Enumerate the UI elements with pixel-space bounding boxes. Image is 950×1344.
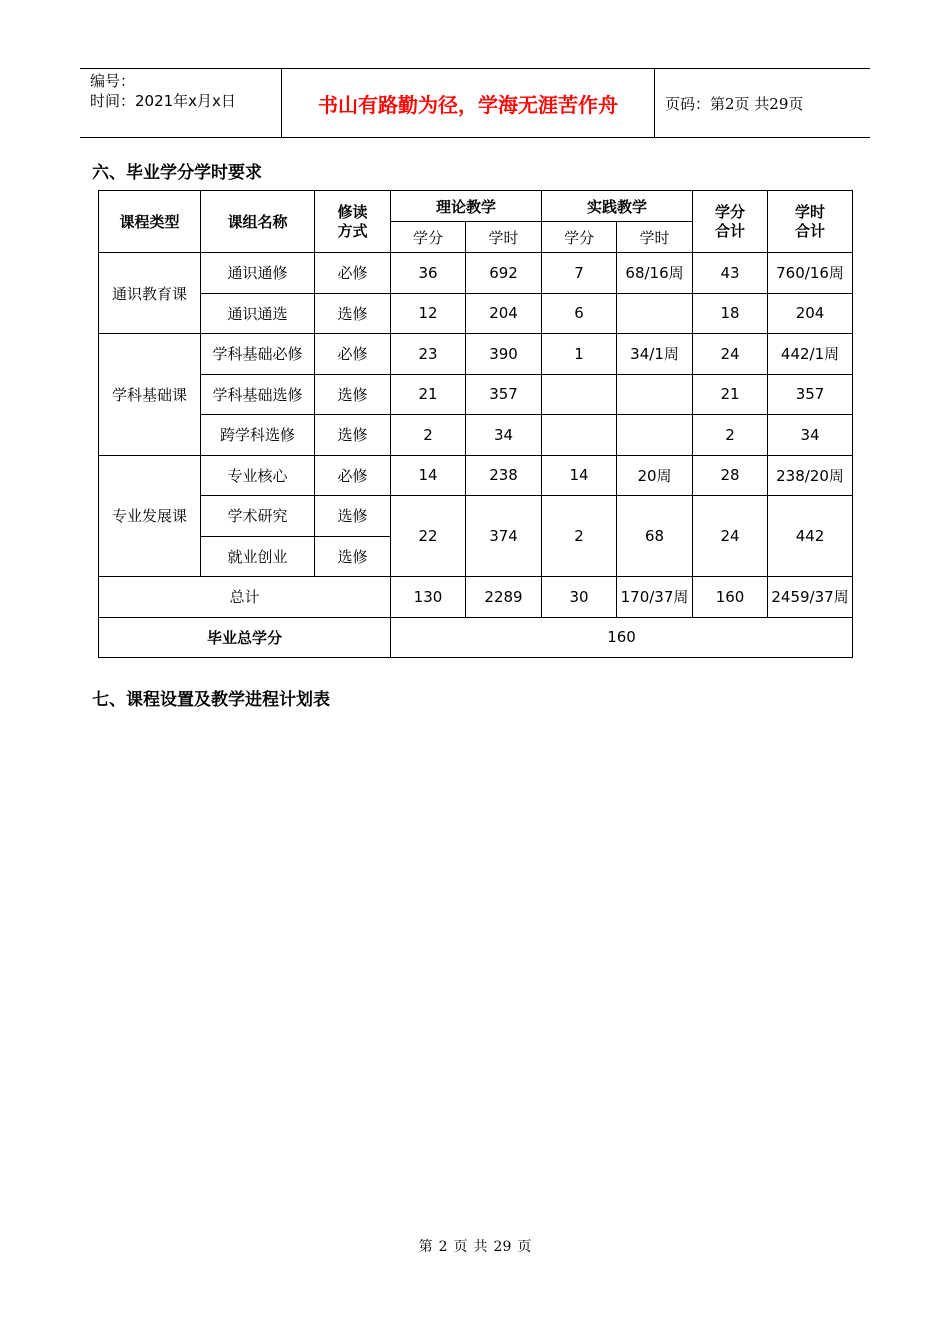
practice-hour-cell: 20周 xyxy=(617,455,693,496)
theory-credit-cell: 14 xyxy=(391,455,466,496)
table-row xyxy=(99,334,853,375)
practice-credit-cell: 14 xyxy=(542,455,617,496)
practice-credit-cell: 6 xyxy=(542,293,617,334)
footer-page-number: 2 xyxy=(438,1239,448,1255)
theory-credit-cell: 36 xyxy=(391,253,466,294)
hour-sum-cell: 357 xyxy=(768,374,853,415)
hour-sum-cell: 442/1周 xyxy=(768,334,853,375)
table-row xyxy=(99,415,853,456)
practice-credit-cell: 2 xyxy=(542,496,617,577)
study-mode-cell: 必修 xyxy=(315,334,391,375)
table-header-row xyxy=(99,191,853,222)
footer-total-number: 29 xyxy=(493,1239,512,1255)
table-graduation-row xyxy=(99,617,853,658)
practice-credit-cell: 7 xyxy=(542,253,617,294)
footer-page-word: 页 xyxy=(517,1239,532,1255)
credit-sum-cell: 18 xyxy=(693,293,768,334)
hour-sum-cell: 238/20周 xyxy=(768,455,853,496)
study-mode-cell: 必修 xyxy=(315,455,391,496)
section-6-title: 六、毕业学分学时要求 xyxy=(92,163,262,183)
group-name-cell: 学科基础必修 xyxy=(201,334,315,375)
theory-hour-cell: 238 xyxy=(466,455,542,496)
practice-hour-cell: 34/1周 xyxy=(617,334,693,375)
footer-page-word: 第 xyxy=(418,1239,433,1255)
credit-sum-cell: 43 xyxy=(693,253,768,294)
course-type-cell: 学科基础课 xyxy=(99,334,201,456)
group-name-cell: 就业创业 xyxy=(201,536,315,577)
total-theory-credit: 130 xyxy=(391,577,466,618)
group-name-cell: 跨学科选修 xyxy=(201,415,315,456)
theory-credit-cell: 23 xyxy=(391,334,466,375)
graduation-value: 160 xyxy=(391,617,853,658)
subheader-theory-hour: 学时 xyxy=(466,222,542,253)
theory-hour-cell: 34 xyxy=(466,415,542,456)
number-label: 编号： xyxy=(90,72,136,90)
header-hour-total: 学时合计 xyxy=(768,191,853,253)
credit-sum-cell: 24 xyxy=(693,496,768,577)
header-group-name: 课组名称 xyxy=(201,191,315,253)
practice-hour-cell xyxy=(617,374,693,415)
total-practice-hour: 170/37周 xyxy=(617,577,693,618)
subheader-theory-credit: 学分 xyxy=(391,222,466,253)
hour-sum-cell: 34 xyxy=(768,415,853,456)
table-row xyxy=(99,293,853,334)
total-label: 总计 xyxy=(99,577,391,618)
group-name-cell: 专业核心 xyxy=(201,455,315,496)
graduation-label: 毕业总学分 xyxy=(99,617,391,658)
credits-table xyxy=(98,190,853,658)
footer-total-word: 共 xyxy=(473,1239,488,1255)
practice-credit-cell: 1 xyxy=(542,334,617,375)
hour-sum-cell: 760/16周 xyxy=(768,253,853,294)
table-row xyxy=(99,253,853,294)
practice-credit-cell xyxy=(542,374,617,415)
theory-hour-cell: 204 xyxy=(466,293,542,334)
group-name-cell: 通识通选 xyxy=(201,293,315,334)
practice-credit-cell xyxy=(542,415,617,456)
time-label: 时间：2021年x月x日 xyxy=(90,92,236,110)
course-type-cell: 通识教育课 xyxy=(99,253,201,334)
study-mode-cell: 选修 xyxy=(315,293,391,334)
theory-hour-cell: 374 xyxy=(466,496,542,577)
credit-sum-cell: 2 xyxy=(693,415,768,456)
practice-hour-cell: 68 xyxy=(617,496,693,577)
total-credit-sum: 160 xyxy=(693,577,768,618)
theory-credit-cell: 21 xyxy=(391,374,466,415)
footer-page-word: 页 xyxy=(453,1239,468,1255)
study-mode-cell: 选修 xyxy=(315,496,391,537)
page-footer xyxy=(0,1236,950,1256)
theory-credit-cell: 12 xyxy=(391,293,466,334)
table-total-row xyxy=(99,577,853,618)
group-name-cell: 学科基础选修 xyxy=(201,374,315,415)
table-row xyxy=(99,455,853,496)
study-mode-cell: 必修 xyxy=(315,253,391,294)
header-credit-total: 学分合计 xyxy=(693,191,768,253)
theory-credit-cell: 22 xyxy=(391,496,466,577)
header-study-mode: 修读方式 xyxy=(315,191,391,253)
theory-hour-cell: 390 xyxy=(466,334,542,375)
study-mode-cell: 选修 xyxy=(315,536,391,577)
table-row xyxy=(99,496,853,537)
credit-sum-cell: 21 xyxy=(693,374,768,415)
header-meta xyxy=(80,69,282,137)
document-header xyxy=(80,68,870,138)
header-practice: 实践教学 xyxy=(542,191,693,222)
hour-sum-cell: 204 xyxy=(768,293,853,334)
total-practice-credit: 30 xyxy=(542,577,617,618)
course-type-cell: 专业发展课 xyxy=(99,455,201,577)
group-name-cell: 通识通修 xyxy=(201,253,315,294)
total-theory-hour: 2289 xyxy=(466,577,542,618)
subheader-practice-hour: 学时 xyxy=(617,222,693,253)
header-course-type: 课程类型 xyxy=(99,191,201,253)
credit-sum-cell: 28 xyxy=(693,455,768,496)
theory-hour-cell: 357 xyxy=(466,374,542,415)
study-mode-cell: 选修 xyxy=(315,374,391,415)
theory-hour-cell: 692 xyxy=(466,253,542,294)
header-theory: 理论教学 xyxy=(391,191,542,222)
hour-sum-cell: 442 xyxy=(768,496,853,577)
study-mode-cell: 选修 xyxy=(315,415,391,456)
practice-hour-cell xyxy=(617,415,693,456)
theory-credit-cell: 2 xyxy=(391,415,466,456)
practice-hour-cell: 68/16周 xyxy=(617,253,693,294)
credit-sum-cell: 24 xyxy=(693,334,768,375)
total-hour-sum: 2459/37周 xyxy=(768,577,853,618)
section-7-title: 七、课程设置及教学进程计划表 xyxy=(92,690,330,710)
group-name-cell: 学术研究 xyxy=(201,496,315,537)
table-row xyxy=(99,374,853,415)
header-page-info: 页码：第2页 共29页 xyxy=(665,94,804,113)
header-motto: 书山有路勤为径，学海无涯苦作舟 xyxy=(282,69,655,137)
practice-hour-cell xyxy=(617,293,693,334)
subheader-practice-credit: 学分 xyxy=(542,222,617,253)
